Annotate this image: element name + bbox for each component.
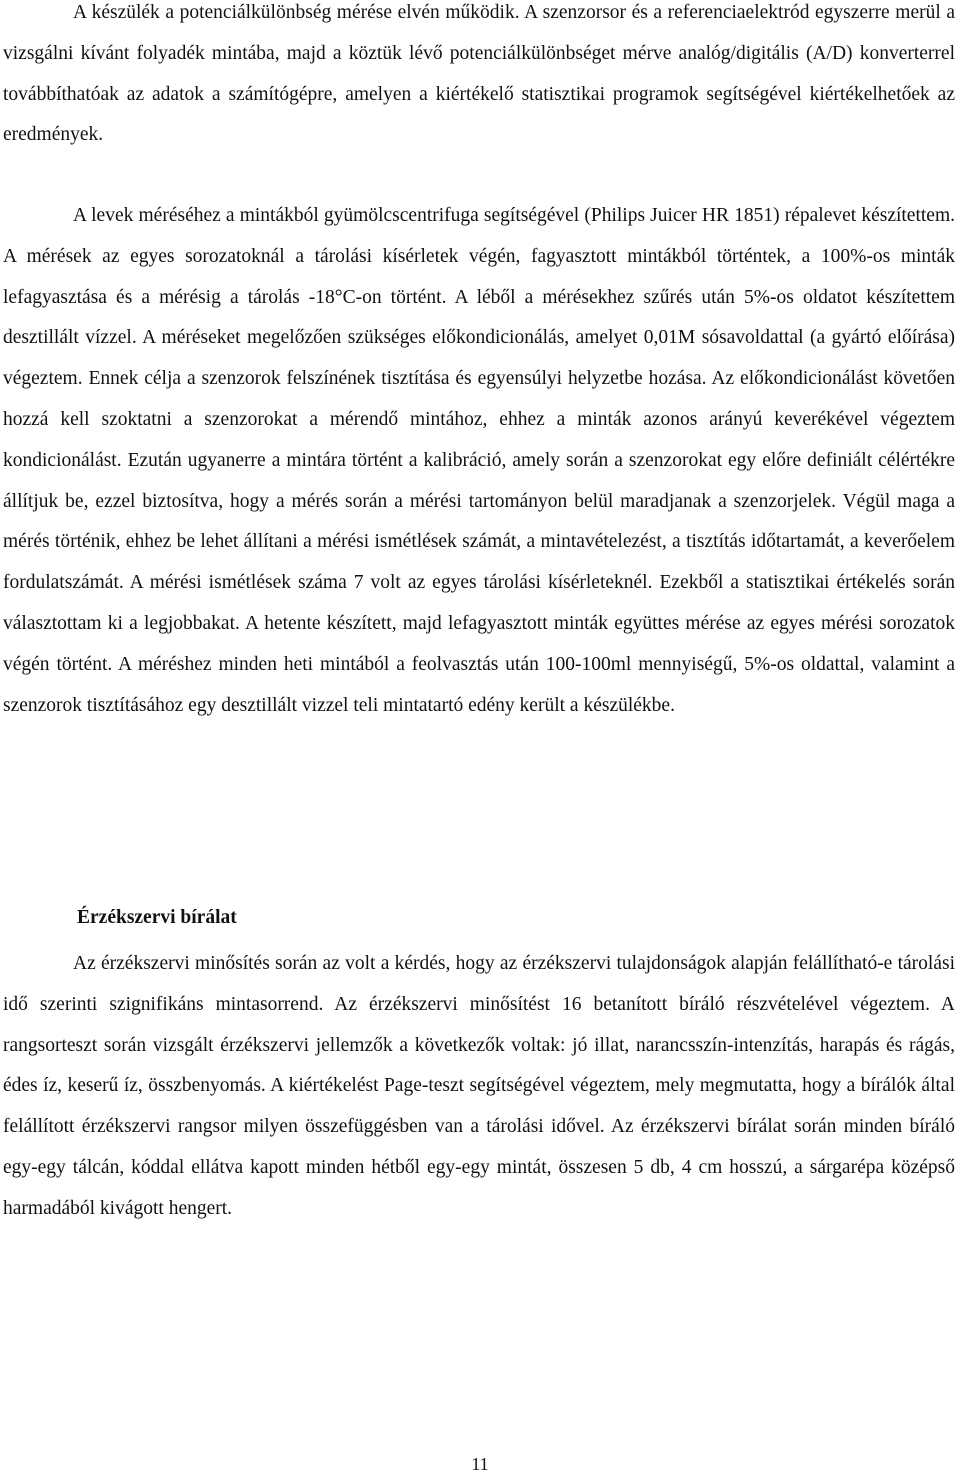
body-section-3 [3, 944, 955, 1230]
paragraph-sensory-evaluation: Az érzékszervi minősítés során az volt a kérdés, hogy az érzékszervi tulajdonságok alapján felállítható-e tárolási idő szerinti szignifikáns mintasorrend. Az érzékszervi minősítést 16 betanított bíráló részvételével végeztem. A rangsorteszt során vizsgált érzékszervi jellemzők a következők voltak: jó illat, narancsszín-intenzítás, harapás és rágás, édes íz, keserű íz, összbenyomás. A kiértékelést Page-teszt segítségével végeztem, mely megmutatta, hogy a bírálók által felállított érzékszervi rangsor milyen összefüggésben van a tárolási idővel. Az érzékszervi bírálat során minden bíráló egy-egy tálcán, kóddal ellátva kapott minden hétből egy-egy mintát, összesen 5 db, 4 cm hosszú, a sárgarépa középső harmadából kivágott hengert. [3, 953, 955, 1219]
page-number: 11 [471, 1454, 489, 1474]
paragraph-measurement-method: A levek méréséhez a mintákból gyümölcscentrifuga segítségével (Philips Juicer HR 1851) répalevet készítettem. A mérések az egyes sorozatoknál a tárolási kísérletek végén, fagyasztott mintákból történtek, a 100%-os minták lefagyasztása és a mérésig a tárolás -18°C-on történt. A léből a mérésekhez szűrés után 5%-os oldatot készítettem desztillált vízzel. A méréseket megelőzően szükséges előkondicionálás, amelyet 0,01M sósavoldattal (a gyártó előírása) végeztem. Ennek célja a szenzorok felszínének tisztítása és egyensúlyi helyzetbe hozása. Az előkondicionálást követően hozzá kell szoktatni a szenzorokat a mérendő mintához, ehhez a minták azonos arányú keverékével végeztem kondicionálást. Ezután ugyanerre a mintára történt a kalibráció, amely során a szenzorokat egy előre definiált célértékre állítjuk be, ezzel biztosítva, hogy a mérés során a mérési tartományon belül maradjanak a szenzorjelek. Végül maga a mérés történik, ehhez be lehet állítani a mérési ismétlések számát, a mintavételezést, a tisztítás időtartamát, a keverőelem fordulatszámát. A mérési ismétlések száma 7 volt az egyes tárolási kísérleteknél. Ezekből a statisztikai értékelés során választottam ki a legjobbakat. A hetente készített, majd lefagyasztott minták együttes mérése az egyes mérési sorozatok végén történt. A méréshez minden heti mintából a feolvasztás után 100-100ml mennyiségű, 5%-os oldattal, valamint a szenzorok tisztításához egy desztillált vizzel teli mintatartó edény került a készülékbe. [3, 205, 955, 716]
section-heading: Érzékszervi bírálat [77, 907, 237, 928]
paragraph-device-principle: A készülék a potenciálkülönbség mérése elvén működik. A szenzorsor és a referenciaelektród egyszerre merül a vizsgálni kívánt folyadék mintába, majd a köztük lévő potenciálkülönbséget mérve analóg/digitális (A/D) konverterrel továbbíthatóak az adatok a számítógépre, amelyen a kiértékelő statisztikai programok segítségével kiértékelhetőek az eredmények. [3, 2, 955, 146]
body-section-1 [3, 0, 955, 156]
body-section-2 [3, 196, 955, 726]
